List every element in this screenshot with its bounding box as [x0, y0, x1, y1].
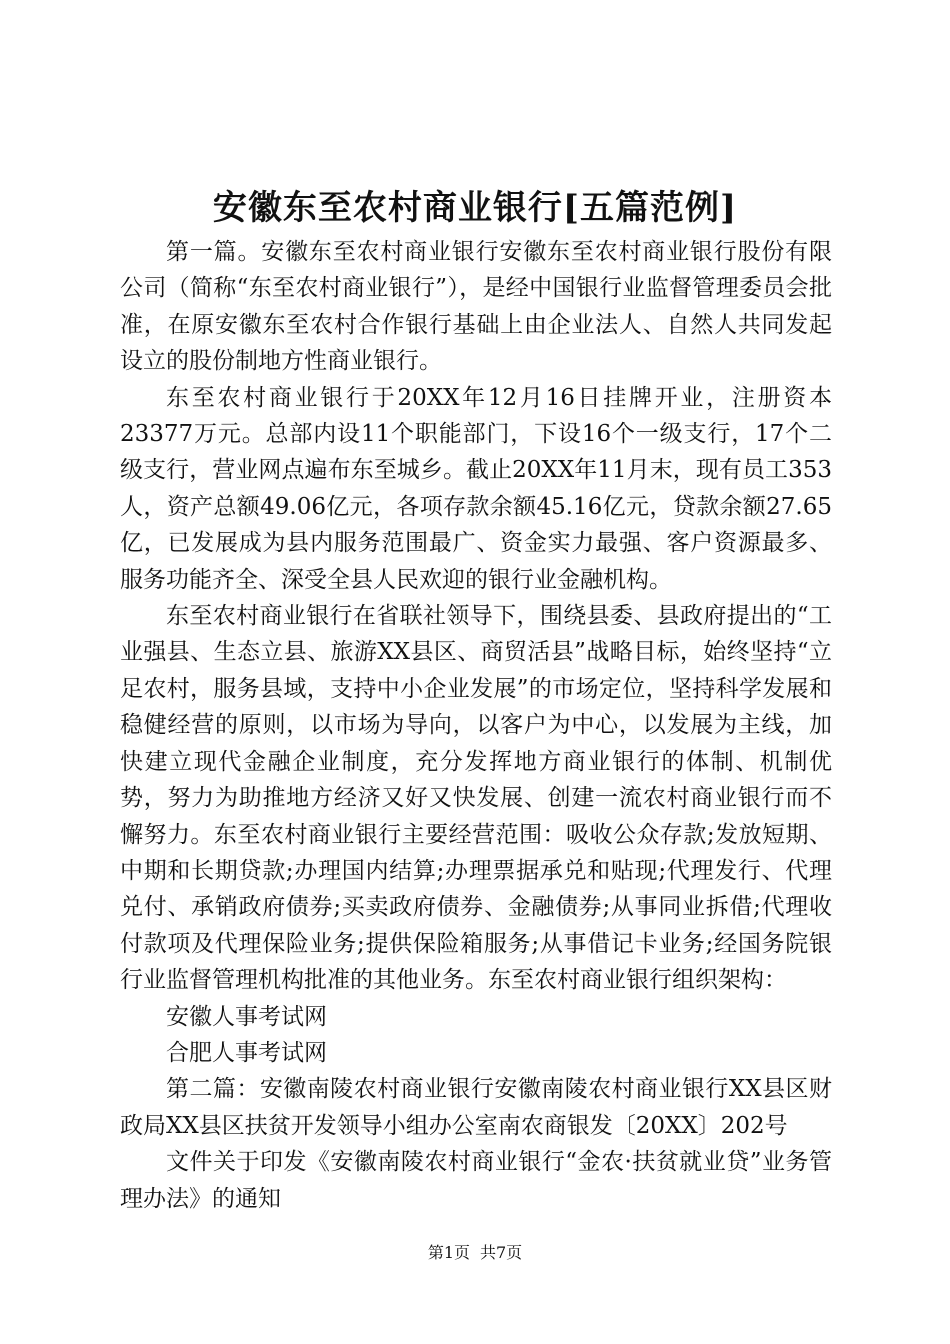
page-footer	[0, 1243, 950, 1263]
document-title: 安徽东至农村商业银行[五篇范例]	[212, 188, 738, 228]
paragraph-3: 东至农村商业银行在省联社领导下，围绕县委、县政府提出的“工业强县、生态立县、旅游XX县区、商贸活县”战略目标，始终坚持“立足农村，服务县域，支持中小企业发展”的市场定位，坚持科学发展和稳健经营的原则，以市场为导向，以客户为中心，以发展为主线，加快建立现代金融企业制度，充分发挥地方商业银行的体制、机制优势，努力为助推地方经济又好又快发展、创建一流农村商业银行而不懈努力。东至农村商业银行主要经营范围：吸收公众存款;发放短期、中期和长期贷款;办理国内结算;办理票据承兑和贴现;代理发行、代理兑付、承销政府债券;买卖政府债券、金融债券;从事同业拆借;代理收付款项及代理保险业务;提供保险箱服务;从事借记卡业务;经国务院银行业监督管理机构批准的其他业务。东至农村商业银行组织架构：	[120, 603, 832, 994]
paragraph-7: 文件关于印发《安徽南陵农村商业银行“金农·扶贫就业贷”业务管理办法》的通知	[120, 1149, 832, 1212]
paragraph-2: 东至农村商业银行于20XX年12月16日挂牌开业，注册资本23377万元。总部内设11个职能部门，下设16个一级支行，17个二级支行，营业网点遍布东至城乡。截止20XX年11月末，现有员工353人，资产总额49.06亿元，各项存款余额45.16亿元，贷款余额27.65亿，已发展成为县内服务范围最广、资金实力最强、客户资源最多、服务功能齐全、深受全县人民欢迎的银行业金融机构。	[120, 384, 832, 593]
paragraph-5: 合肥人事考试网	[166, 1039, 327, 1066]
paragraph-4: 安徽人事考试网	[166, 1003, 327, 1030]
page-number: 第1页	[427, 1243, 470, 1262]
paragraph-6: 第二篇：安徽南陵农村商业银行安徽南陵农村商业银行XX县区财政局XX县区扶贫开发领导小组办公室南农商银发〔20XX〕202号	[120, 1076, 832, 1139]
document-body	[120, 234, 832, 1217]
page-total: 共7页	[480, 1243, 523, 1262]
paragraph-1: 第一篇。安徽东至农村商业银行安徽东至农村商业银行股份有限公司（简称“东至农村商业银行”），是经中国银行业监督管理委员会批准，在原安徽东至农村合作银行基础上由企业法人、自然人共同发起设立的股份制地方性商业银行。	[120, 239, 832, 375]
